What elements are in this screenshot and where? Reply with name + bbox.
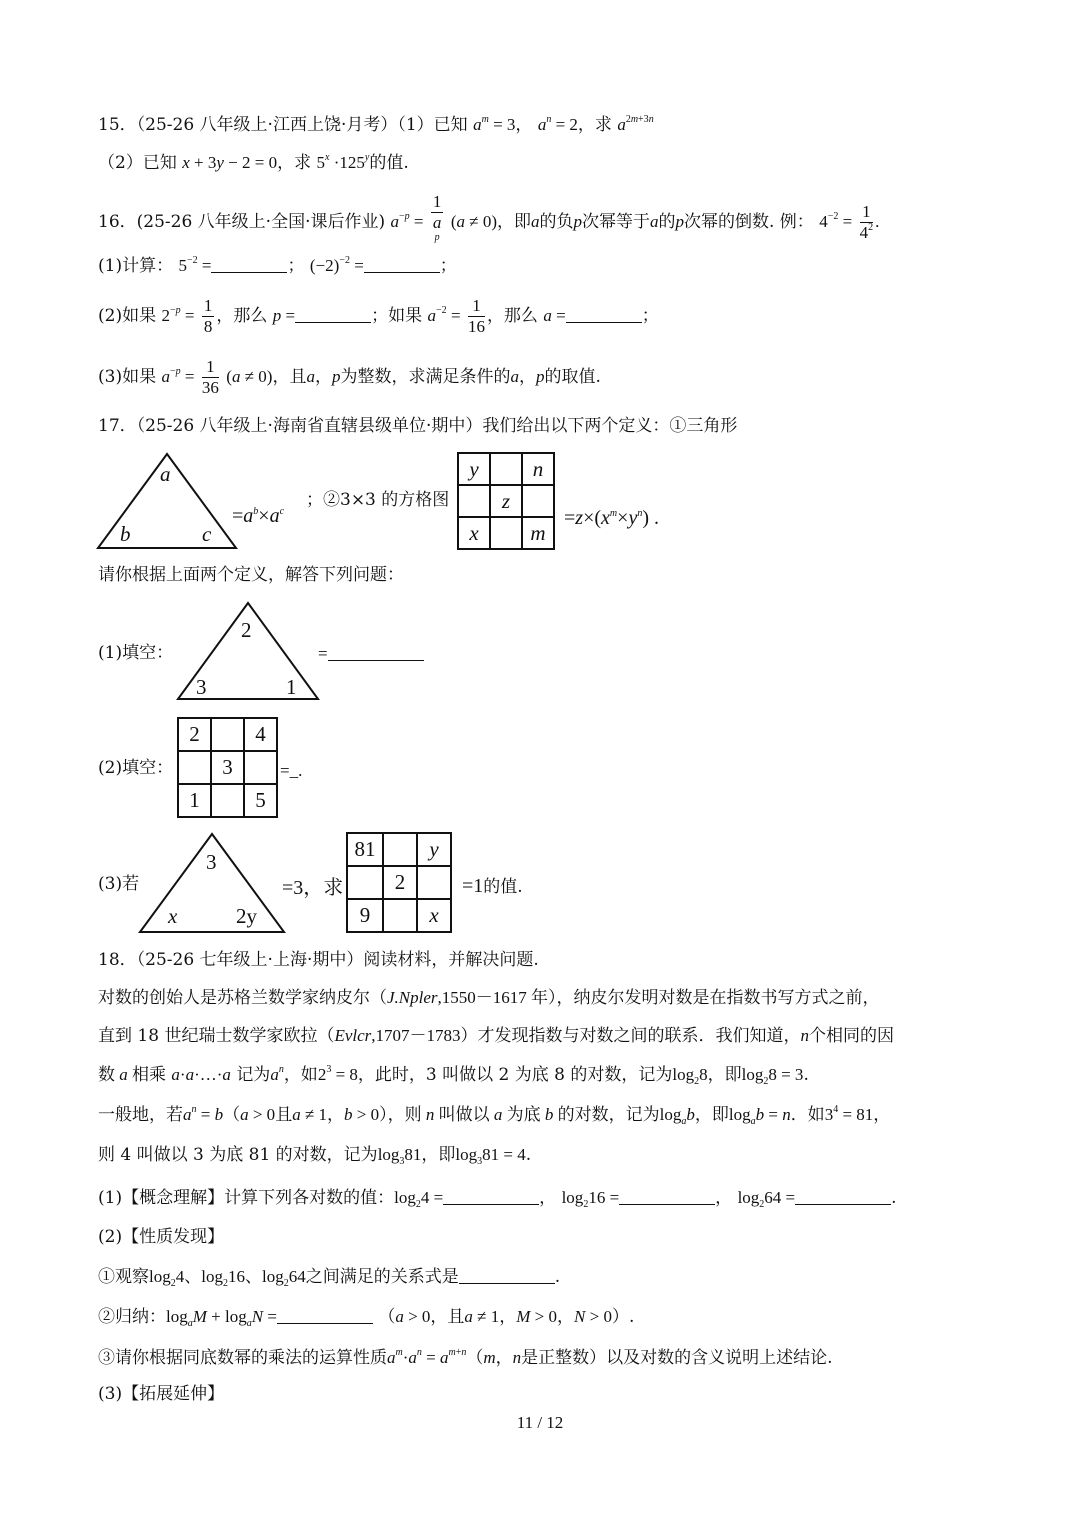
grid-cell: 4: [244, 718, 277, 751]
answer-blank[interactable]: [619, 1189, 715, 1205]
answer-blank[interactable]: [295, 307, 371, 323]
q15-formula-am: $a^m = 3$: [473, 114, 516, 134]
answer-blank[interactable]: [211, 257, 287, 273]
part2-grid: [177, 717, 278, 818]
answer-blank[interactable]: [277, 1308, 373, 1324]
q16-definition: $a^{-p}$ =: [390, 211, 424, 231]
part1-equals: =: [318, 645, 424, 662]
answer-blank[interactable]: [795, 1189, 891, 1205]
q15-expression: $5^x \cdot 125^y$: [316, 152, 370, 172]
q17-part3-label: (3)若: [98, 874, 140, 894]
grid-cell: [522, 485, 554, 517]
grid-cell: y: [417, 833, 451, 866]
grid-cell: x: [417, 899, 451, 932]
q16-part1: (1)计算： $5^{-2}$ = ； $(-2)^{-2}$ = ；: [98, 255, 457, 276]
q15-head: 15．（25-26 八年级上·江西上饶·月考）（1）已知: [98, 115, 468, 135]
q15-equation: x + 3y − 2 = 0: [182, 153, 278, 172]
grid-cell: m: [522, 517, 554, 549]
q18-head: 18．（25-26 七年级上·上海·期中）阅读材料，并解决问题.: [98, 950, 539, 970]
part3-triangle-right: 2y: [236, 904, 257, 928]
triangle-right-label: c: [202, 522, 212, 546]
q17-part1-label: (1)填空：: [98, 643, 174, 663]
q18-line2: 直到 18 世纪瑞士数学家欧拉（Evlcr,1707－1783）才发现指数与对数之间的联系．我们知道，n个相同的因: [98, 1026, 895, 1046]
triangle-top-label: a: [160, 462, 171, 486]
grid-cell: 2: [178, 718, 211, 751]
grid-cell: y: [458, 453, 490, 485]
grid-cell: [490, 517, 522, 549]
triangle-left-label: b: [120, 522, 131, 546]
grid-cell: n: [522, 453, 554, 485]
q18-part3: (3)【拓展延伸】: [98, 1384, 225, 1404]
grid-cell: [211, 784, 244, 817]
grid-cell: x: [458, 517, 490, 549]
grid-cell: 81: [347, 833, 383, 866]
grid-cell: 1: [178, 784, 211, 817]
page-number: 11 / 12: [516, 1413, 564, 1432]
grid-cell: [458, 485, 490, 517]
q18-part1: (1)【概念理解】计算下列各对数的值：$\log_24$ = ， $\log_216$ = ， $\log_264$ = .: [98, 1188, 897, 1210]
part3-equals-3: =3，求: [282, 877, 344, 899]
part3-triangle-top: 3: [206, 850, 217, 874]
q18-line1: 对数的创始人是苏格兰数学家纳皮尔（J.Npler,1550－1617 年），纳皮尔发明对数是在指数书写方式之前，: [98, 988, 880, 1008]
grid-cell: [244, 751, 277, 784]
answer-blank[interactable]: [443, 1189, 539, 1205]
part2-equals: =_.: [280, 761, 303, 780]
q18-line4: 一般地，若$a^n = b(a > 0$且a ≠ 1，b > 0），则 n 叫做以 a 为底 b 的对数，记为$\log_ab$，即$\log_ab = n$．如$3^4 = 81$，: [98, 1104, 891, 1127]
q18-part2: (2)【性质发现】: [98, 1227, 225, 1247]
answer-blank[interactable]: [328, 645, 424, 661]
grid-cell: z: [490, 485, 522, 517]
q18-induce: ②归纳：$\log_aM + \log_aN = (a > 0$，且a ≠ 1，M > 0，N > 0）.: [98, 1307, 635, 1329]
grid-definition-text: ；②3×3 的方格图: [306, 490, 450, 510]
q17-instruction: 请你根据上面两个定义，解答下列问题：: [98, 565, 404, 585]
q16-part3: (3)如果 $a^{-p}$ = $\frac{1}{36}$ (a ≠ 0)，且a，p为整数，求满足条件的a，p的取值.: [98, 357, 601, 397]
grid-cell: [417, 866, 451, 899]
q18-observe: ①观察$\log_24$、$\log_216$、$\log_264$之间满足的关系式是 .: [98, 1267, 561, 1289]
part1-triangle-right: 1: [286, 675, 297, 699]
grid-cell: [490, 453, 522, 485]
q16-line1: 16．(25-26 八年级上·全国·课后作业) $a^{-p}$ = 1 a $^p$ (a ≠ 0)，即a的负p次幂等于a的p次幂的倒数. 例： $4^{-2}$ = $\frac{1}{4^2}$ .: [98, 192, 879, 253]
grid-cell: 9: [347, 899, 383, 932]
part3-triangle: [138, 832, 286, 934]
q15-line2: （2）已知 x + 3y − 2 = 0，求 $5^x \cdot 125^y$的值.: [98, 152, 409, 173]
grid-cell: 5: [244, 784, 277, 817]
answer-blank[interactable]: [364, 257, 440, 273]
q16-fraction-example: $\frac{1}{4^2}$: [859, 202, 874, 242]
q16-part2: (2)如果 $2^{-p}$ = $\frac{1}{8}$ ，那么 p = ；如果 $a^{-2}$ = $\frac{1}{16}$ ，那么 a = ；: [98, 296, 659, 336]
q15-formula-target: $a^{2m+3n}$: [617, 114, 654, 134]
q18-line3: 数 a 相乘 a·a·…·a 记为$a^n$，如$2^3 = 8$，此时，3 叫做以 2 为底 8 的对数，记为$\log_28$，即$\log_28 = 3$.: [98, 1064, 809, 1087]
definition-grid: [457, 452, 555, 550]
part1-triangle-top: 2: [241, 618, 252, 642]
grid-cell: [383, 833, 417, 866]
q18-explain: ③请你根据同底数幂的乘法的运算性质$a^m\cdot a^n = a^{m+n}(m$，n是正整数）以及对数的含义说明上述结论.: [98, 1347, 833, 1368]
part3-equals-1: =1的值.: [462, 875, 523, 897]
grid-cell: [211, 718, 244, 751]
answer-blank[interactable]: [566, 307, 642, 323]
grid-cell: [383, 899, 417, 932]
part3-triangle-left: x: [168, 904, 178, 928]
triangle-definition-formula: $=a^b\times a^c$: [232, 505, 285, 527]
part3-grid: [346, 832, 452, 933]
q16-example: $4^{-2}$ =: [819, 211, 853, 231]
grid-cell: 2: [383, 866, 417, 899]
answer-blank[interactable]: [459, 1268, 555, 1284]
part1-triangle-left: 3: [196, 675, 207, 699]
grid-cell: [347, 866, 383, 899]
grid-cell: [178, 751, 211, 784]
q17-head: 17．（25-26 八年级上·海南省直辖县级单位·期中）我们给出以下两个定义：①三角形: [98, 416, 738, 436]
q15-line1: 15．（25-26 八年级上·江西上饶·月考）（1）已知 $a^m = 3$， $a^n = 2$，求 $a^{2m+3n}$: [98, 114, 654, 135]
grid-definition-formula: $=z\times(x^m\times y^n)$ .: [564, 507, 659, 529]
q17-part2-label: (2)填空：: [98, 758, 174, 778]
q18-line5: 则 4 叫做以 3 为底 81 的对数，记为$\log_381$，即$\log_381 = 4$.: [98, 1145, 532, 1167]
q16-fraction-1-over-ap: 1 a $^p$: [432, 192, 442, 243]
q15-formula-an: $a^n = 2$: [537, 114, 578, 134]
grid-cell: 3: [211, 751, 244, 784]
